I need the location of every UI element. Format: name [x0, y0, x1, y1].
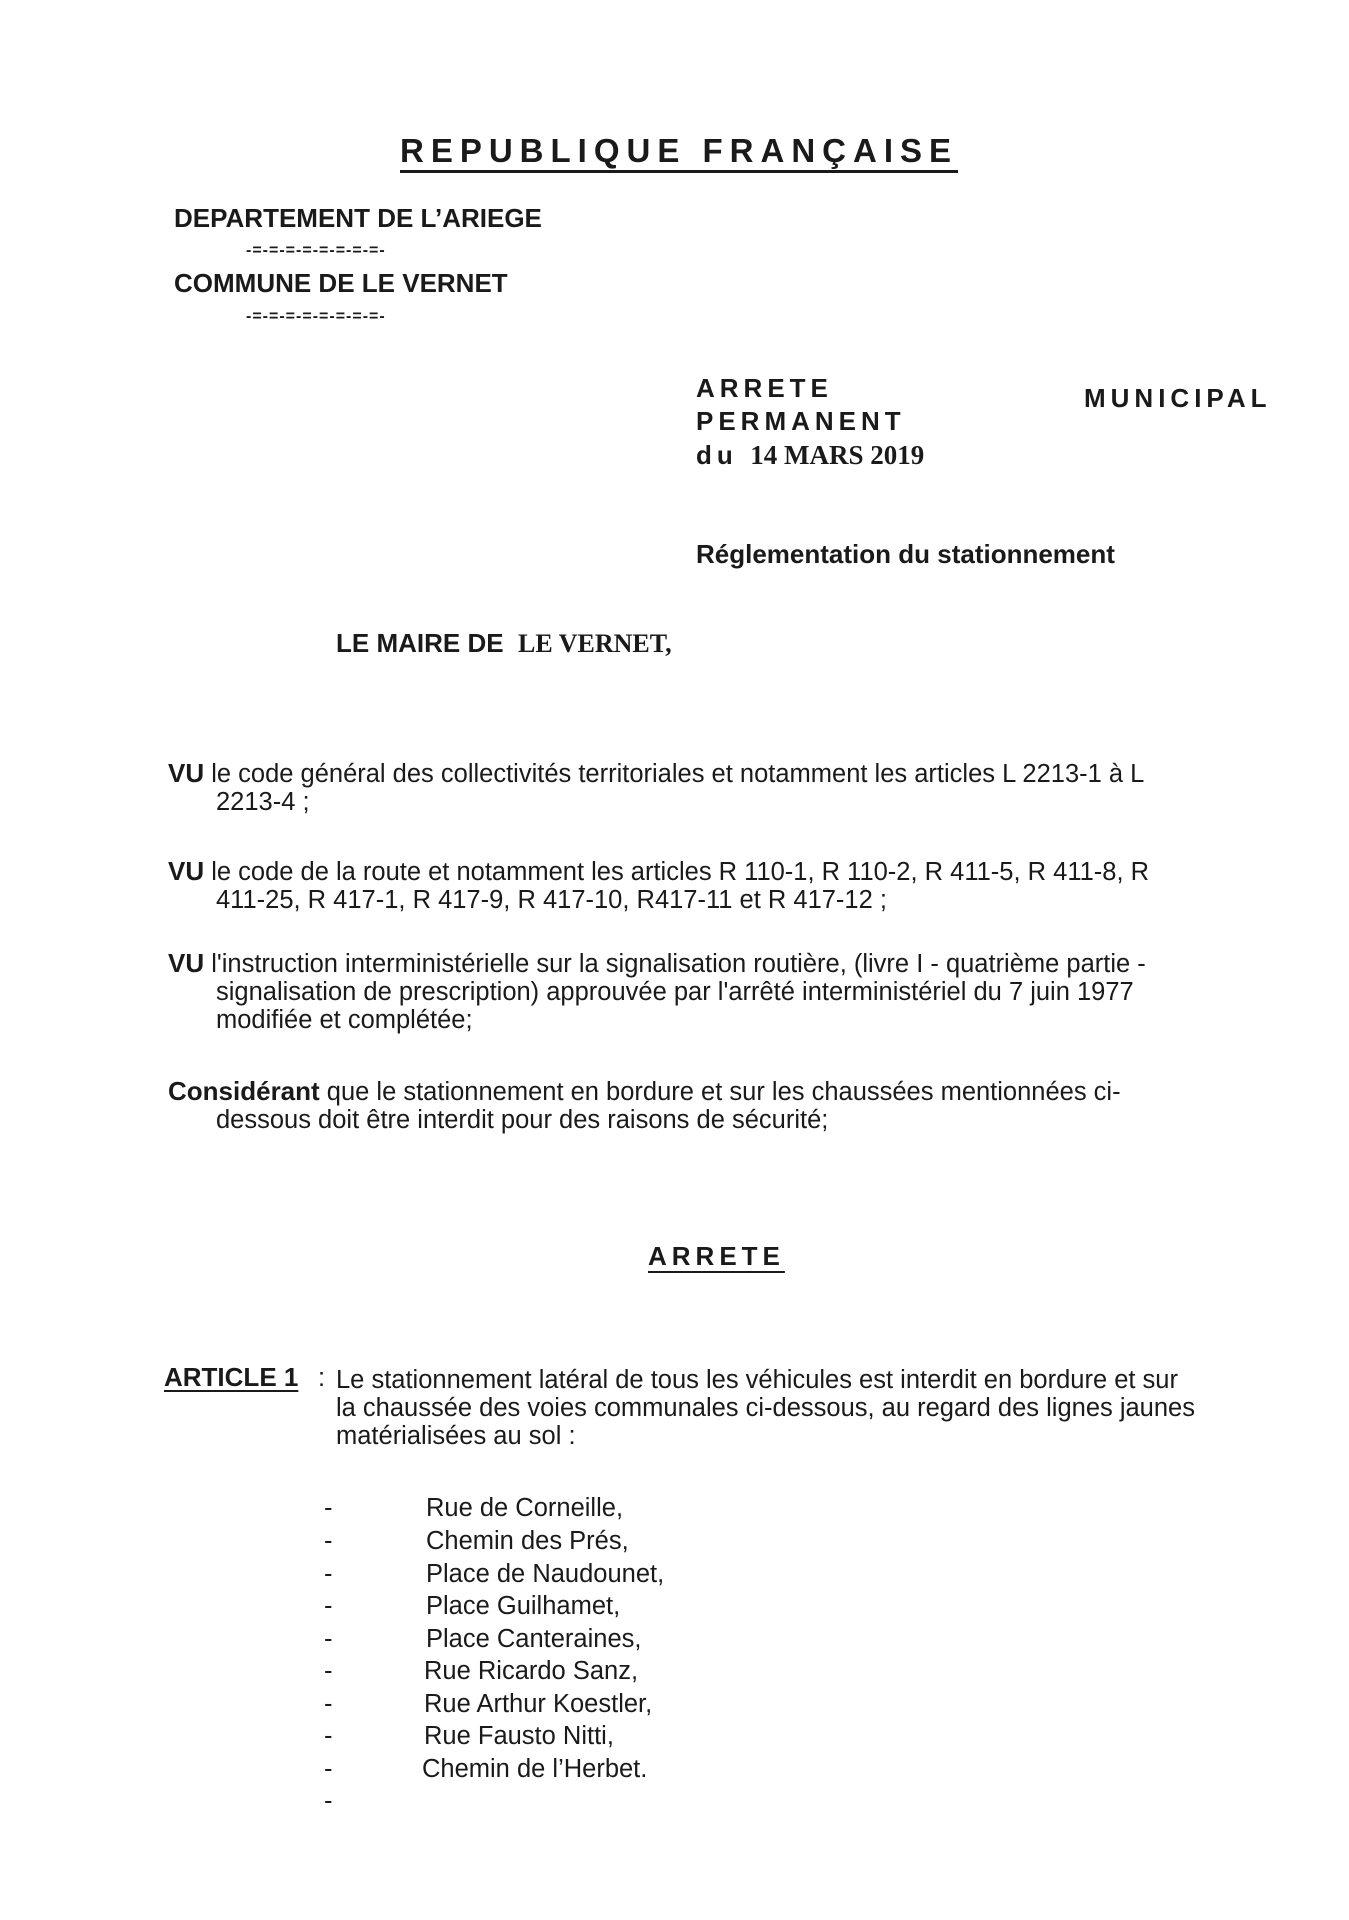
list-item — [324, 1560, 665, 1592]
list-dash: - — [324, 1755, 333, 1783]
article-1-text — [336, 1366, 1296, 1450]
article-1-line: matérialisées au sol : — [336, 1422, 576, 1450]
consideration-text: dessous doit être interdit pour des raisons de sécurité; — [216, 1106, 829, 1134]
consideration-text: le code général des collectivités territoriales et notamment les articles L 2213-1 à L — [211, 760, 1145, 788]
list-dash: - — [324, 1787, 333, 1815]
street-name: Rue Fausto Nitti, — [424, 1722, 614, 1750]
list-dash: - — [324, 1690, 333, 1718]
list-item — [324, 1755, 648, 1787]
arrete-label: ARRETE — [696, 373, 833, 403]
consideration-text: l'instruction interministérielle sur la signalisation routière, (livre I - quatrième partie - — [211, 950, 1146, 978]
street-name: Chemin des Prés, — [426, 1527, 629, 1555]
consideration-1 — [168, 759, 1288, 816]
header-separator: -=-=-=-=-=-=-=-=- — [246, 308, 386, 325]
date-value: 14 MARS 2019 — [750, 440, 925, 470]
street-name: Rue Ricardo Sanz, — [424, 1657, 639, 1685]
list-dash: - — [324, 1560, 333, 1588]
list-item — [324, 1494, 624, 1527]
article-1-colon: : — [318, 1364, 326, 1392]
list-item — [324, 1625, 642, 1657]
consideration-text: 411-25, R 417-1, R 417-9, R 417-10, R417-11 et R 417-12 ; — [216, 886, 887, 914]
article-1-line: la chaussée des voies communales ci-dessous, au regard des lignes jaunes — [336, 1394, 1195, 1422]
list-dash: - — [324, 1657, 333, 1685]
street-name: Rue Arthur Koestler, — [424, 1690, 653, 1718]
street-name: Rue de Corneille, — [426, 1494, 624, 1522]
street-name: Place Guilhamet, — [426, 1592, 621, 1620]
list-item — [324, 1592, 621, 1625]
list-item — [324, 1527, 629, 1560]
consideration-lead: VU — [168, 856, 205, 886]
street-name: Chemin de l’Herbet. — [422, 1755, 648, 1783]
consideration-text: le code de la route et notamment les articles R 110-1, R 110-2, R 411-5, R 411-8, R — [211, 858, 1150, 886]
departement-line: DEPARTEMENT DE L’ARIEGE — [174, 203, 542, 233]
list-dash: - — [324, 1527, 333, 1555]
commune-line: COMMUNE DE LE VERNET — [174, 268, 508, 298]
arrete-heading: ARRETE — [648, 1241, 785, 1271]
consideration-text: signalisation de prescription) approuvée par l'arrêté interministériel du 7 juin 1977 — [216, 978, 1134, 1006]
list-dash: - — [324, 1625, 333, 1653]
list-dash: - — [324, 1592, 333, 1620]
list-item — [324, 1787, 333, 1819]
list-item — [324, 1722, 614, 1755]
header-separator: -=-=-=-=-=-=-=-=- — [246, 242, 386, 259]
consideration-text: 2213-4 ; — [216, 788, 310, 816]
date-prefix: du — [696, 440, 738, 470]
article-1-line: Le stationnement latéral de tous les véhicules est interdit en bordure et sur — [336, 1366, 1178, 1394]
list-item — [324, 1690, 653, 1722]
consideration-lead: Considérant — [168, 1076, 320, 1106]
consideration-text: que le stationnement en bordure et sur les chaussées mentionnées ci- — [326, 1078, 1121, 1106]
subject-line: Réglementation du stationnement — [696, 539, 1115, 569]
article-1-title: ARTICLE 1 — [164, 1362, 299, 1392]
consideration-lead: VU — [168, 948, 205, 978]
consideration-text: modifiée et complétée; — [216, 1006, 473, 1034]
maire-town: LE VERNET, — [518, 629, 672, 658]
street-name: Place de Naudounet, — [426, 1560, 665, 1588]
maire-prefix: LE MAIRE DE — [336, 628, 504, 658]
republique-francaise-title: REPUBLIQUE FRANÇAISE — [400, 132, 959, 169]
consideration-2 — [168, 857, 1288, 914]
street-list — [324, 1494, 665, 1819]
list-dash: - — [324, 1494, 333, 1522]
permanent-label: PERMANENT — [696, 406, 906, 436]
municipal-label: MUNICIPAL — [1084, 383, 1272, 413]
list-dash: - — [324, 1722, 333, 1750]
maire-line — [336, 628, 672, 659]
consideration-4 — [168, 1077, 1288, 1134]
list-item — [324, 1657, 639, 1690]
consideration-lead: VU — [168, 758, 205, 788]
street-name: Place Canteraines, — [426, 1625, 642, 1653]
arrete-date — [696, 440, 924, 471]
consideration-3 — [168, 949, 1288, 1034]
